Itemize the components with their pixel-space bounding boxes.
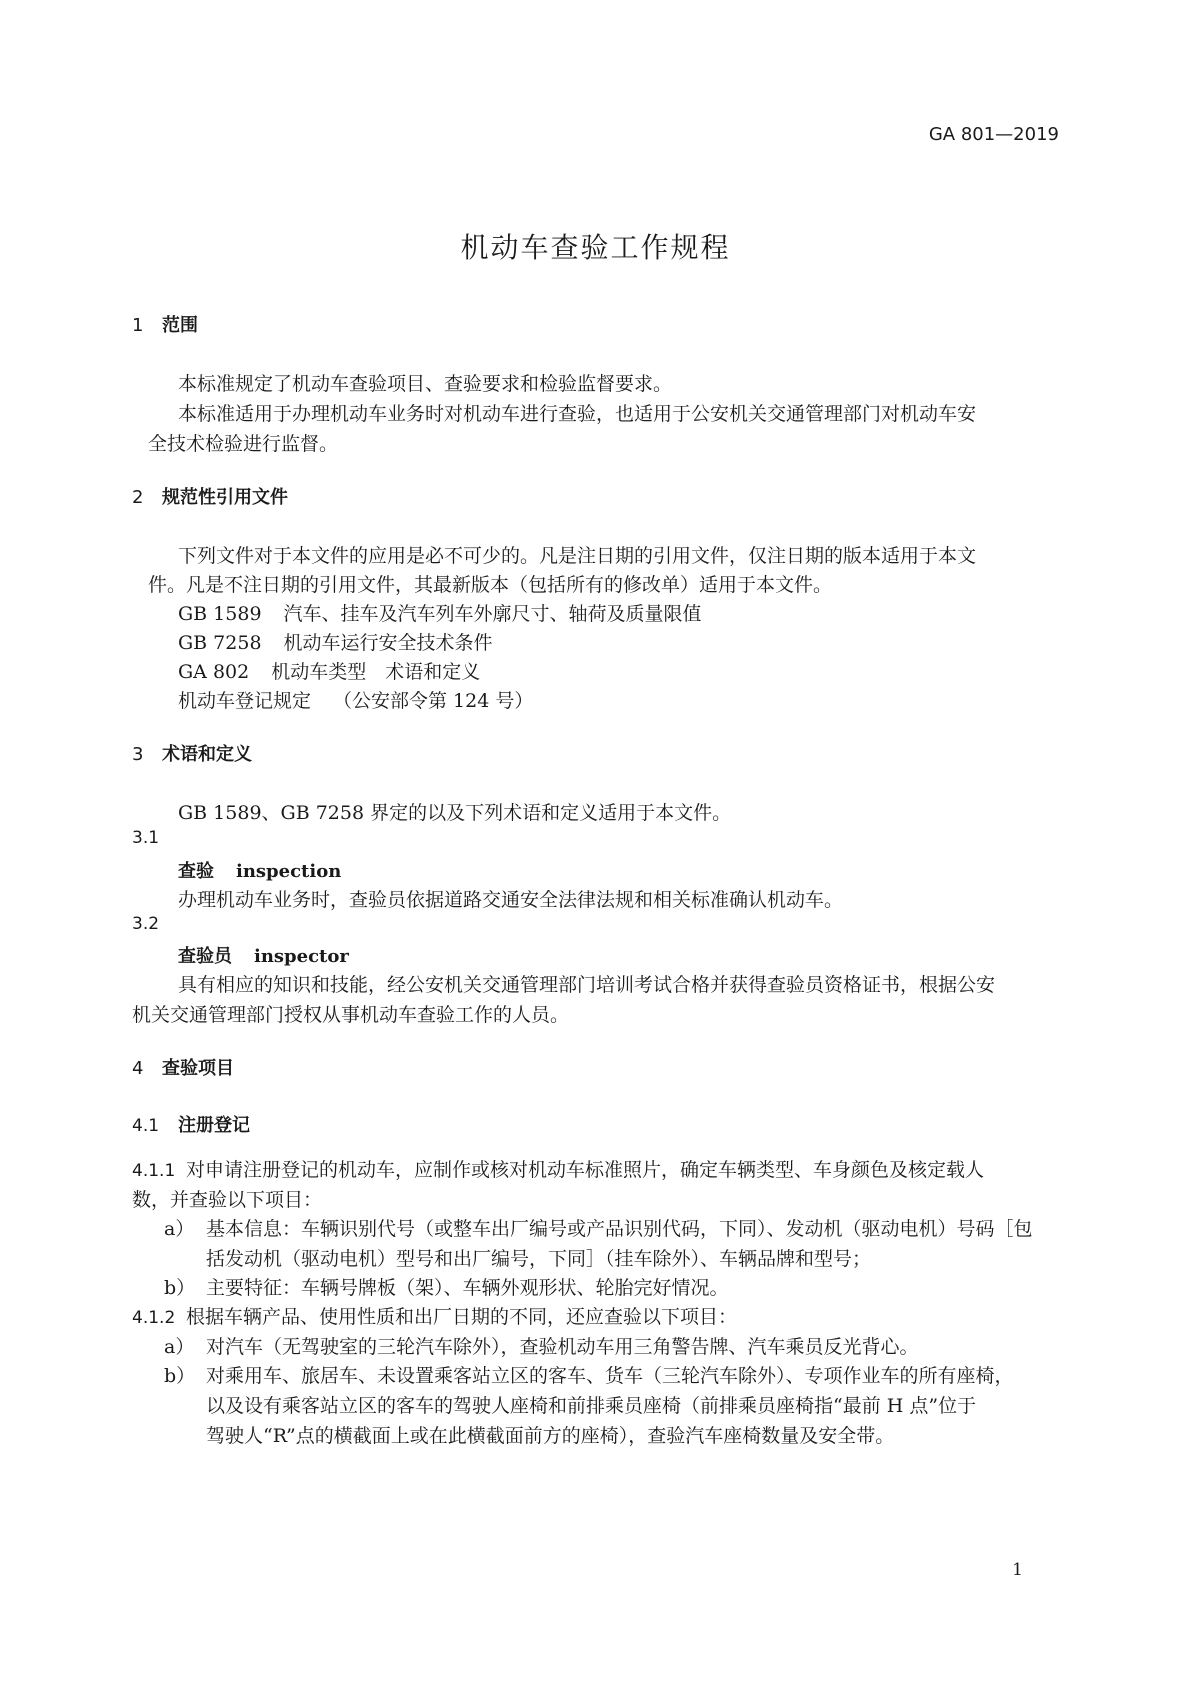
list-item-text: 驾驶人“R”点的横截面上或在此横截面前方的座椅），查验汽车座椅数量及安全带。 <box>206 1425 895 1447</box>
term-definition: 办理机动车业务时，查验员依据道路交通安全法律法规和相关标准确认机动车。 <box>178 889 844 911</box>
list-item-text: 基本信息：车辆识别代号（或整车出厂编号或产品识别代码，下同）、发动机（驱动电机）号码［包 <box>206 1218 1033 1240</box>
clause-4-1-2 <box>132 1302 737 1329</box>
section-number: 4 <box>132 1058 144 1079</box>
term-cn: 查验 <box>178 861 214 882</box>
list-label: b） <box>164 1277 196 1299</box>
term-heading <box>178 942 349 968</box>
term-en: inspector <box>254 946 349 967</box>
clause-text: 根据车辆产品、使用性质和出厂日期的不同，还应查验以下项目： <box>186 1306 738 1328</box>
list-item-text: 对汽车（无驾驶室的三轮汽车除外），查验机动车用三角警告牌、汽车乘员反光背心。 <box>206 1336 919 1358</box>
section-1-heading <box>132 311 198 337</box>
section-3-heading <box>132 740 252 766</box>
reference-code: GA 802 <box>178 661 250 683</box>
subsection-title: 注册登记 <box>178 1115 250 1136</box>
reference-item <box>178 686 533 713</box>
paragraph: 本标准规定了机动车查验项目、查验要求和检验监督要求。 <box>178 373 673 395</box>
reference-item <box>178 657 480 684</box>
document-title: 机动车查验工作规程 <box>460 231 731 264</box>
term-cn: 查验员 <box>178 946 232 967</box>
clause-4-1-1 <box>132 1155 984 1182</box>
standard-number: GA 801—2019 <box>928 124 1059 145</box>
subsection-number: 4.1 <box>132 1116 160 1136</box>
term-definition: 具有相应的知识和技能，经公安机关交通管理部门培训考试合格并获得查验员资格证书，根据公安 <box>178 974 996 996</box>
reference-item <box>178 628 493 655</box>
paragraph: 本标准适用于办理机动车业务时对机动车进行查验，也适用于公安机关交通管理部门对机动车安 <box>178 403 977 425</box>
paragraph-continuation: 全技术检验进行监督。 <box>148 433 339 455</box>
section-number: 2 <box>132 487 144 508</box>
section-title: 查验项目 <box>162 1058 234 1079</box>
reference-name: （公安部令第 124 号） <box>333 690 534 712</box>
term-en: inspection <box>236 861 342 882</box>
list-item-text: 主要特征：车辆号牌板（架）、车辆外观形状、轮胎完好情况。 <box>206 1277 729 1299</box>
clause-number: 4.1.2 <box>132 1308 176 1328</box>
list-label: a） <box>164 1336 195 1358</box>
list-label: b） <box>164 1365 196 1387</box>
clause-text: 对申请注册登记的机动车，应制作或核对机动车标准照片，确定车辆类型、车身颜色及核定载人 <box>186 1159 985 1181</box>
reference-name: 汽车、挂车及汽车列车外廓尺寸、轴荷及质量限值 <box>283 603 702 625</box>
term-number: 3.2 <box>132 914 160 934</box>
section-number: 3 <box>132 744 144 765</box>
section-number: 1 <box>132 315 144 336</box>
term-number: 3.1 <box>132 828 160 848</box>
reference-name: 机动车类型 术语和定义 <box>271 661 481 683</box>
paragraph: 下列文件对于本文件的应用是必不可少的。凡是注日期的引用文件，仅注日期的版本适用于本文 <box>178 545 977 567</box>
list-item-text: 括发动机（驱动电机）型号和出厂编号，下同］（挂车除外）、车辆品牌和型号； <box>206 1248 872 1270</box>
term-definition-continuation: 机关交通管理部门授权从事机动车查验工作的人员。 <box>132 1004 570 1026</box>
page-number: 1 <box>1012 1560 1023 1580</box>
section-title: 范围 <box>162 315 198 336</box>
clause-number: 4.1.1 <box>132 1161 176 1181</box>
subsection-4-1-heading <box>132 1111 250 1137</box>
section-title: 术语和定义 <box>162 744 252 765</box>
reference-code: 机动车登记规定 <box>178 690 312 712</box>
list-label: a） <box>164 1218 195 1240</box>
reference-code: GB 1589 <box>178 603 262 625</box>
clause-text-continuation: 数，并查验以下项目： <box>132 1189 323 1211</box>
reference-name: 机动车运行安全技术条件 <box>283 632 493 654</box>
list-item-text: 以及设有乘客站立区的客车的驾驶人座椅和前排乘员座椅（前排乘员座椅指“最前 H 点”位于 <box>206 1395 977 1417</box>
section-4-heading <box>132 1054 234 1080</box>
paragraph-continuation: 件。凡是不注日期的引用文件，其最新版本（包括所有的修改单）适用于本文件。 <box>148 574 833 596</box>
section-title: 规范性引用文件 <box>162 487 288 508</box>
paragraph: GB 1589、GB 7258 界定的以及下列术语和定义适用于本文件。 <box>178 802 732 824</box>
reference-item <box>178 599 702 626</box>
reference-code: GB 7258 <box>178 632 262 654</box>
list-item-text: 对乘用车、旅居车、未设置乘客站立区的客车、货车（三轮汽车除外）、专项作业车的所有座椅， <box>206 1365 1014 1387</box>
section-2-heading <box>132 483 288 509</box>
term-heading <box>178 857 341 883</box>
